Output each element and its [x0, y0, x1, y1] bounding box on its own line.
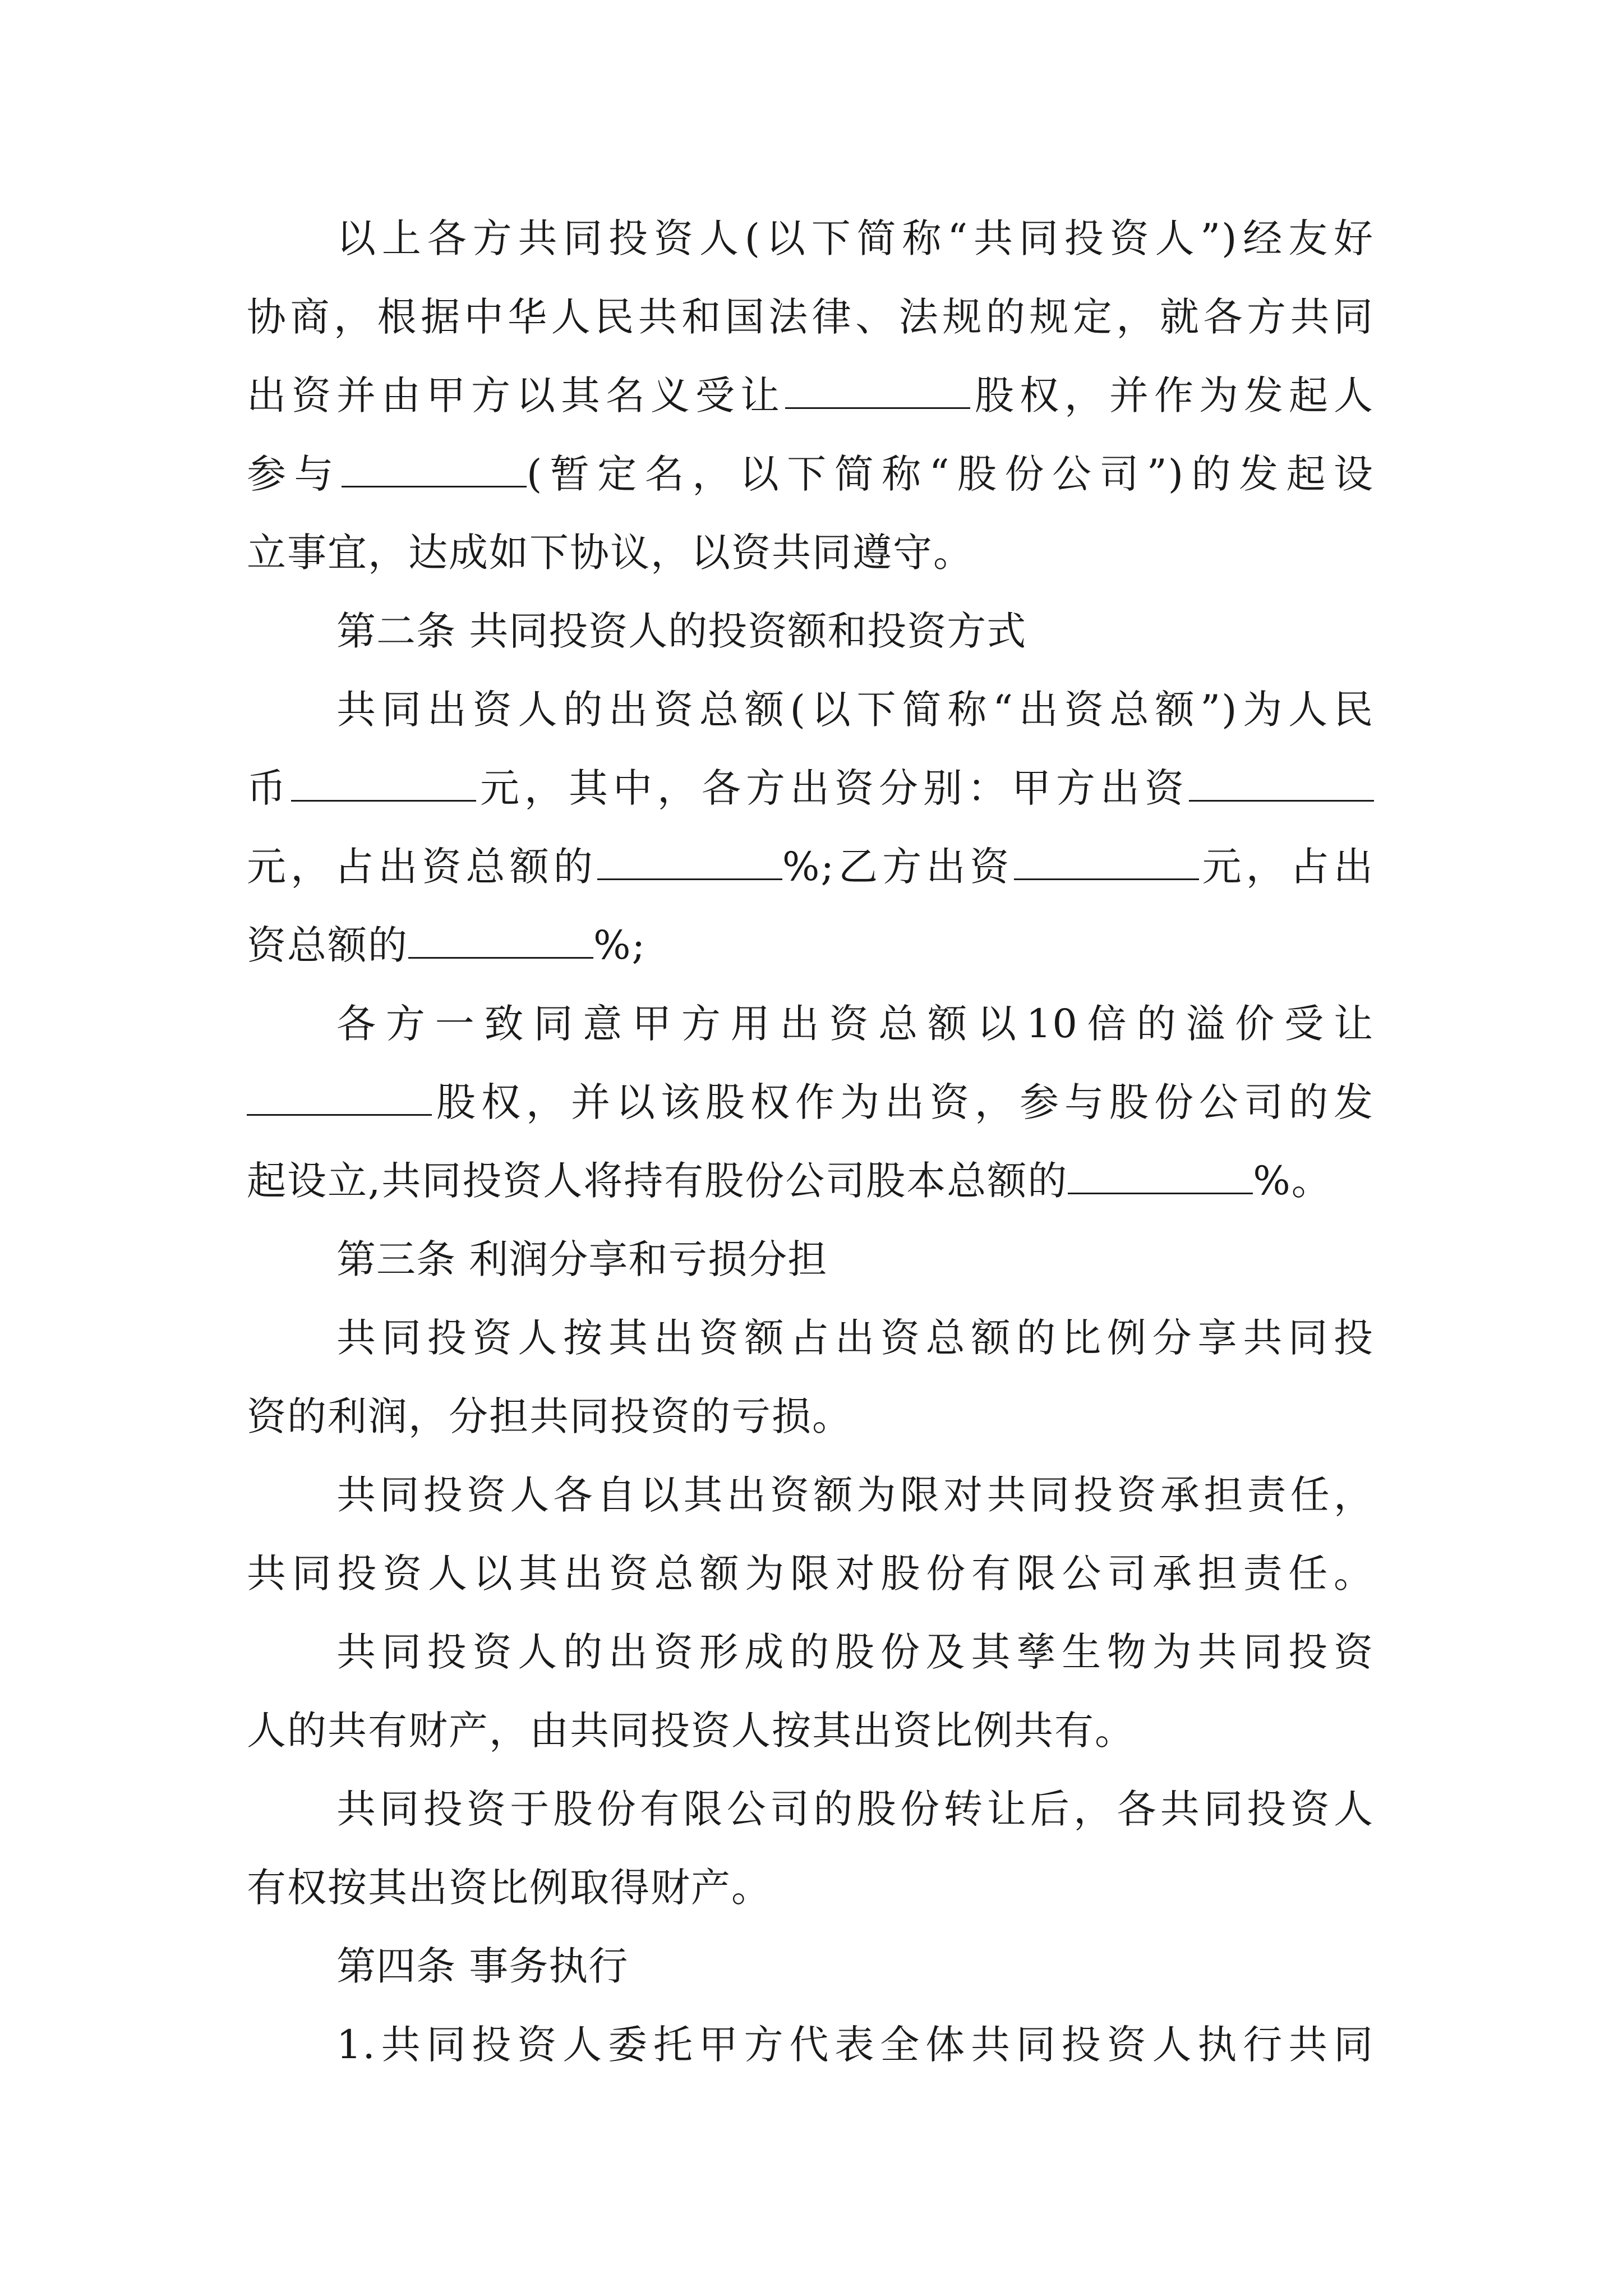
text-line — [247, 906, 1374, 984]
text-line: 有权按其出资比例取得财产。 — [247, 1865, 772, 1911]
text-line — [247, 749, 1374, 827]
blank-field — [785, 368, 970, 409]
text-segment: 资总额的 — [247, 922, 408, 968]
text-line: 共同投资人按其出资额占出资总额的比例分享共同投 — [336, 1315, 1374, 1361]
blank-field — [342, 447, 527, 487]
text-line: 共同投资人以其出资总额为限对股份有限公司承担责任。 — [247, 1550, 1374, 1596]
text-line — [247, 435, 1374, 513]
document-page — [247, 199, 1374, 2084]
blank-field — [247, 1075, 432, 1116]
article-heading: 第四条 事务执行 — [336, 1943, 629, 1989]
text-line: 共同投资人各自以其出资额为限对共同投资承担责任， — [336, 1472, 1374, 1518]
text-line — [247, 356, 1374, 435]
text-line: 协商，根据中华人民共和国法律、法规的规定，就各方共同 — [247, 294, 1374, 340]
text-line: 1.共同投资人委托甲方代表全体共同投资人执行共同 — [336, 2022, 1374, 2068]
text-segment: 元，占出资总额的 — [247, 844, 597, 890]
text-line — [247, 1063, 1374, 1142]
text-line: 人的共有财产，由共同投资人按其出资比例共有。 — [247, 1708, 1135, 1754]
text-line — [247, 827, 1374, 906]
blank-field — [408, 918, 593, 959]
blank-field — [1189, 761, 1374, 802]
blank-field — [1068, 1153, 1253, 1194]
text-segment: 元，其中，各方出资分别：甲方出资 — [476, 765, 1189, 811]
text-line: 以上各方共同投资人(以下简称“共同投资人”)经友好 — [336, 215, 1374, 261]
text-segment: 股权，并作为发起人 — [970, 372, 1374, 418]
blank-field — [291, 761, 476, 802]
text-segment: 起设立,共同投资人将持有股份公司股本总额的 — [247, 1158, 1068, 1204]
text-line: 共同投资人的出资形成的股份及其孳生物为共同投资 — [336, 1629, 1374, 1675]
text-segment: 出资并由甲方以其名义受让 — [247, 372, 785, 418]
text-segment: (暂定名，以下简称“股份公司”)的发起设 — [526, 451, 1374, 497]
text-line: 共同出资人的出资总额(以下简称“出资总额”)为人民 — [336, 687, 1374, 733]
text-line: 资的利润，分担共同投资的亏损。 — [247, 1393, 852, 1439]
text-segment: %。 — [1253, 1158, 1332, 1204]
text-segment: 币 — [247, 765, 291, 811]
text-line: 共同投资于股份有限公司的股份转让后，各共同投资人 — [336, 1786, 1374, 1832]
text-line: 各方一致同意甲方用出资总额以10倍的溢价受让 — [336, 1001, 1374, 1047]
text-line: 立事宜，达成如下协议，以资共同遵守。 — [247, 530, 974, 576]
text-segment: 元，占出 — [1198, 844, 1374, 890]
article-heading: 第三条 利润分享和亏损分担 — [336, 1236, 828, 1282]
text-segment: 参与 — [247, 451, 342, 497]
blank-field — [1014, 839, 1199, 880]
text-segment: 股权，并以该股权作为出资，参与股份公司的发 — [432, 1079, 1374, 1125]
text-segment: %;乙方出资 — [782, 844, 1014, 890]
text-line — [247, 1142, 1374, 1220]
blank-field — [597, 839, 782, 880]
article-heading: 第二条 共同投资人的投资额和投资方式 — [336, 608, 1027, 654]
text-segment: %; — [593, 922, 647, 968]
